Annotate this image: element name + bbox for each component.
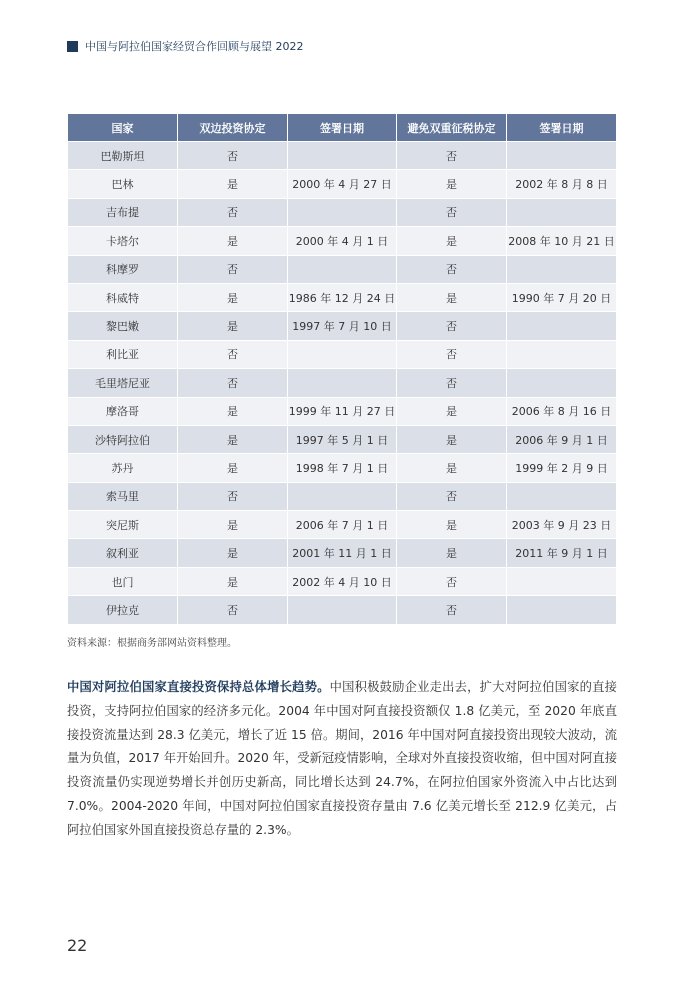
cell-dta-date bbox=[507, 596, 617, 624]
cell-bit-date: 2002 年 4 月 10 日 bbox=[288, 567, 397, 595]
cell-bit-date: 1997 年 5 月 1 日 bbox=[288, 425, 397, 453]
table-row bbox=[68, 425, 617, 453]
cell-dta: 否 bbox=[397, 198, 507, 226]
cell-dta-date bbox=[507, 312, 617, 340]
cell-dta-date bbox=[507, 369, 617, 397]
cell-country: 巴勒斯坦 bbox=[68, 142, 178, 170]
cell-dta: 否 bbox=[397, 142, 507, 170]
table-row bbox=[68, 340, 617, 368]
cell-country: 吉布提 bbox=[68, 198, 178, 226]
cell-bit-date bbox=[288, 198, 397, 226]
cell-country: 也门 bbox=[68, 567, 178, 595]
cell-country: 科摩罗 bbox=[68, 255, 178, 283]
column-header-country: 国家 bbox=[68, 114, 178, 142]
cell-dta-date bbox=[507, 567, 617, 595]
cell-country: 利比亚 bbox=[68, 340, 178, 368]
table-row bbox=[68, 198, 617, 226]
body-paragraph bbox=[67, 676, 617, 843]
page-number: 22 bbox=[67, 936, 88, 955]
cell-bit: 是 bbox=[178, 283, 288, 311]
cell-bit: 否 bbox=[178, 482, 288, 510]
column-header-dta: 避免双重征税协定 bbox=[397, 114, 507, 142]
cell-bit: 否 bbox=[178, 596, 288, 624]
cell-country: 苏丹 bbox=[68, 454, 178, 482]
cell-country: 毛里塔尼亚 bbox=[68, 369, 178, 397]
table-header-row bbox=[68, 114, 617, 142]
cell-dta-date bbox=[507, 255, 617, 283]
cell-dta: 否 bbox=[397, 340, 507, 368]
cell-dta-date: 2006 年 9 月 1 日 bbox=[507, 425, 617, 453]
cell-country: 巴林 bbox=[68, 170, 178, 198]
cell-country: 索马里 bbox=[68, 482, 178, 510]
cell-dta: 是 bbox=[397, 454, 507, 482]
cell-bit-date bbox=[288, 369, 397, 397]
cell-dta-date bbox=[507, 142, 617, 170]
cell-dta: 是 bbox=[397, 170, 507, 198]
cell-country: 科威特 bbox=[68, 283, 178, 311]
cell-dta-date bbox=[507, 198, 617, 226]
table-row bbox=[68, 567, 617, 595]
table-row bbox=[68, 227, 617, 255]
table-row bbox=[68, 539, 617, 567]
table-row bbox=[68, 283, 617, 311]
cell-country: 沙特阿拉伯 bbox=[68, 425, 178, 453]
cell-bit: 否 bbox=[178, 142, 288, 170]
cell-dta: 否 bbox=[397, 596, 507, 624]
cell-dta: 是 bbox=[397, 511, 507, 539]
cell-bit: 否 bbox=[178, 198, 288, 226]
cell-bit: 否 bbox=[178, 255, 288, 283]
cell-bit: 是 bbox=[178, 170, 288, 198]
source-note: 资料来源：根据商务部网站资料整理。 bbox=[67, 638, 237, 649]
cell-bit-date bbox=[288, 142, 397, 170]
table-row bbox=[68, 511, 617, 539]
cell-bit: 是 bbox=[178, 425, 288, 453]
table-row bbox=[68, 454, 617, 482]
cell-bit-date: 1986 年 12 月 24 日 bbox=[288, 283, 397, 311]
cell-bit-date: 1999 年 11 月 27 日 bbox=[288, 397, 397, 425]
column-header-bit-date: 签署日期 bbox=[288, 114, 397, 142]
running-header bbox=[67, 38, 304, 54]
cell-dta-date: 2008 年 10 月 21 日 bbox=[507, 227, 617, 255]
cell-dta: 是 bbox=[397, 283, 507, 311]
cell-bit: 否 bbox=[178, 340, 288, 368]
cell-bit: 是 bbox=[178, 312, 288, 340]
cell-bit: 是 bbox=[178, 567, 288, 595]
cell-bit-date: 1997 年 7 月 10 日 bbox=[288, 312, 397, 340]
cell-bit-date: 2000 年 4 月 27 日 bbox=[288, 170, 397, 198]
cell-country: 突尼斯 bbox=[68, 511, 178, 539]
cell-country: 伊拉克 bbox=[68, 596, 178, 624]
cell-dta: 否 bbox=[397, 567, 507, 595]
column-header-dta-date: 签署日期 bbox=[507, 114, 617, 142]
cell-dta-date: 2002 年 8 月 8 日 bbox=[507, 170, 617, 198]
table-row bbox=[68, 397, 617, 425]
cell-dta-date: 2006 年 8 月 16 日 bbox=[507, 397, 617, 425]
cell-dta-date bbox=[507, 482, 617, 510]
treaty-table bbox=[67, 113, 617, 625]
table-row bbox=[68, 482, 617, 510]
cell-bit-date bbox=[288, 482, 397, 510]
cell-country: 摩洛哥 bbox=[68, 397, 178, 425]
cell-dta-date: 1990 年 7 月 20 日 bbox=[507, 283, 617, 311]
cell-dta: 否 bbox=[397, 369, 507, 397]
paragraph-lead: 中国对阿拉伯国家直接投资保持总体增长趋势。 bbox=[67, 680, 330, 694]
table-row bbox=[68, 369, 617, 397]
cell-country: 叙利亚 bbox=[68, 539, 178, 567]
header-title: 中国与阿拉伯国家经贸合作回顾与展望 2022 bbox=[85, 40, 304, 53]
cell-bit: 是 bbox=[178, 397, 288, 425]
cell-dta: 否 bbox=[397, 255, 507, 283]
cell-bit-date: 2006 年 7 月 1 日 bbox=[288, 511, 397, 539]
cell-bit: 是 bbox=[178, 454, 288, 482]
cell-dta: 是 bbox=[397, 397, 507, 425]
cell-dta-date: 1999 年 2 月 9 日 bbox=[507, 454, 617, 482]
cell-dta: 是 bbox=[397, 539, 507, 567]
cell-dta: 否 bbox=[397, 312, 507, 340]
table-row bbox=[68, 170, 617, 198]
cell-dta-date bbox=[507, 340, 617, 368]
cell-dta: 否 bbox=[397, 482, 507, 510]
cell-dta: 是 bbox=[397, 227, 507, 255]
cell-bit: 是 bbox=[178, 539, 288, 567]
column-header-bit: 双边投资协定 bbox=[178, 114, 288, 142]
table-row bbox=[68, 255, 617, 283]
cell-bit: 是 bbox=[178, 511, 288, 539]
cell-dta-date: 2011 年 9 月 1 日 bbox=[507, 539, 617, 567]
cell-country: 卡塔尔 bbox=[68, 227, 178, 255]
cell-dta: 是 bbox=[397, 425, 507, 453]
cell-bit: 否 bbox=[178, 369, 288, 397]
cell-bit-date bbox=[288, 340, 397, 368]
cell-bit-date bbox=[288, 255, 397, 283]
table-row bbox=[68, 596, 617, 624]
header-square-icon bbox=[67, 41, 78, 52]
cell-bit-date: 1998 年 7 月 1 日 bbox=[288, 454, 397, 482]
table-row bbox=[68, 312, 617, 340]
cell-bit: 是 bbox=[178, 227, 288, 255]
cell-country: 黎巴嫩 bbox=[68, 312, 178, 340]
paragraph-text: 中国积极鼓励企业走出去，扩大对阿拉伯国家的直接投资，支持阿拉伯国家的经济多元化。2004 年中国对阿直接投资额仅 1.8 亿美元，至 2020 年底直接投资流量达到 28.3 亿美元，增长了近 15 倍。期间，2016 年中国对阿直接投资出现较大波动，流量为负值，2017 年开始回升。2020 年，受新冠疫情影响，全球对外直接投资收缩，但中国对阿直接投资流量仍实现逆势增长并创历史新高，同比增长达到 24.7%，在阿拉伯国家外资流入中占比达到 7.0%。2004-2020 年间，中国对阿拉伯国家直接投资存量由 7.6 亿美元增长至 212.9 亿美元，占阿拉伯国家外国直接投资总存量的 2.3%。 bbox=[67, 680, 617, 837]
table-row bbox=[68, 142, 617, 170]
cell-bit-date: 2000 年 4 月 1 日 bbox=[288, 227, 397, 255]
cell-bit-date: 2001 年 11 月 1 日 bbox=[288, 539, 397, 567]
cell-bit-date bbox=[288, 596, 397, 624]
cell-dta-date: 2003 年 9 月 23 日 bbox=[507, 511, 617, 539]
